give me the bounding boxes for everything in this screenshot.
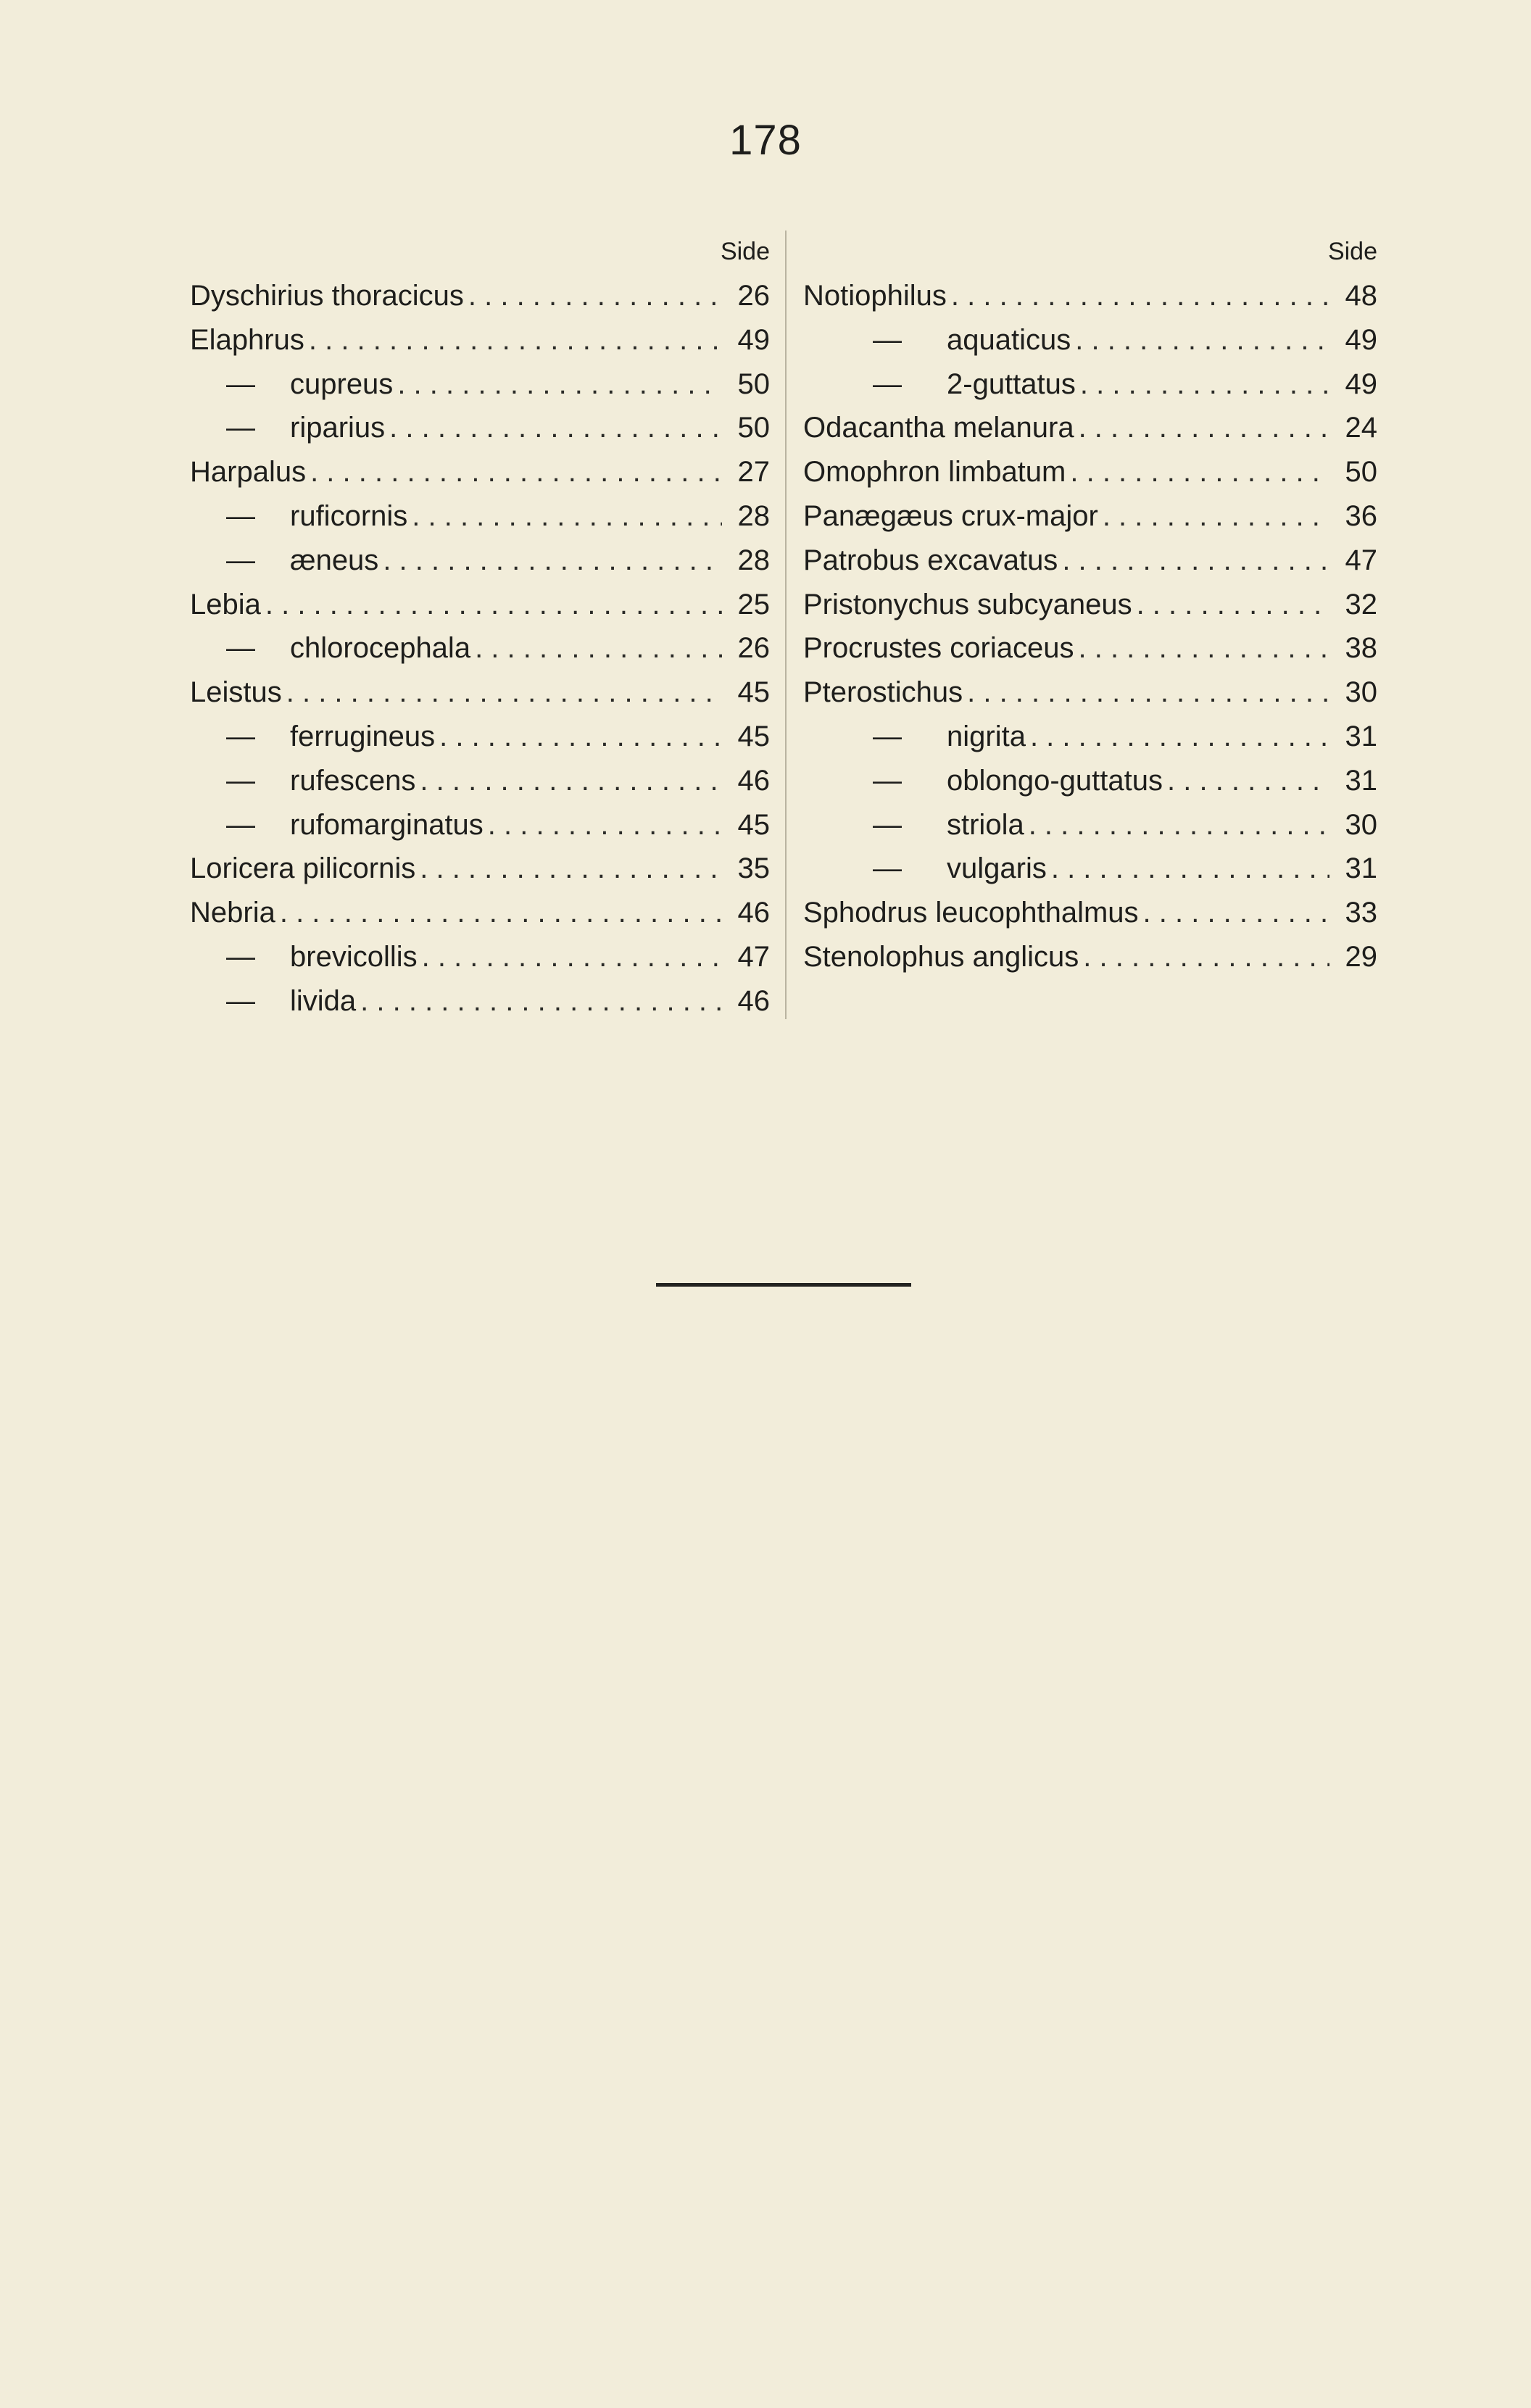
dot-leader bbox=[1103, 494, 1329, 539]
entry-page: 24 bbox=[1345, 412, 1377, 444]
entry-page: 30 bbox=[1345, 676, 1377, 709]
index-entry bbox=[803, 715, 1377, 759]
entry-name: Nebria bbox=[190, 897, 275, 929]
dot-leader bbox=[1051, 847, 1329, 891]
index-entry bbox=[803, 847, 1377, 891]
entry-page: 32 bbox=[1345, 588, 1377, 620]
entry-name: Panægæus crux-major bbox=[803, 499, 1098, 532]
entry-name: Pterostichus bbox=[803, 676, 963, 709]
entry-name: Procrustes coriaceus bbox=[803, 632, 1074, 665]
index-entry bbox=[190, 406, 770, 450]
entry-name: aquaticus bbox=[947, 323, 1071, 356]
dot-leader bbox=[420, 847, 722, 891]
entry-dash: — bbox=[226, 720, 255, 752]
entry-page: 48 bbox=[1345, 280, 1377, 312]
dot-leader bbox=[360, 979, 722, 1024]
entry-name: Pristonychus subcyaneus bbox=[803, 588, 1132, 620]
entry-page: 35 bbox=[737, 852, 770, 885]
entry-name: Elaphrus bbox=[190, 323, 304, 356]
dot-leader bbox=[1137, 583, 1329, 627]
entry-name: Omophron limbatum bbox=[803, 456, 1066, 489]
entry-name: chlorocephala bbox=[290, 632, 471, 665]
index-entry bbox=[190, 274, 770, 318]
dot-leader bbox=[1075, 318, 1329, 362]
entry-name: riparius bbox=[290, 412, 386, 444]
index-entry bbox=[190, 979, 770, 1024]
entry-name: cupreus bbox=[290, 368, 394, 400]
index-entry bbox=[803, 891, 1377, 935]
entry-name: Harpalus bbox=[190, 456, 307, 489]
entry-name: rufescens bbox=[290, 764, 416, 797]
dot-leader bbox=[951, 274, 1329, 318]
entry-page: 50 bbox=[737, 412, 770, 444]
index-entry bbox=[190, 318, 770, 362]
end-rule bbox=[656, 1283, 911, 1287]
index-entry bbox=[190, 539, 770, 583]
dot-leader bbox=[1143, 891, 1329, 935]
index-entry bbox=[190, 715, 770, 759]
index-entry bbox=[190, 759, 770, 803]
dot-leader bbox=[420, 759, 722, 803]
index-entry bbox=[803, 406, 1377, 450]
dot-leader bbox=[1080, 362, 1329, 407]
entry-name: livida bbox=[290, 984, 357, 1017]
entry-page: 50 bbox=[737, 368, 770, 400]
dot-leader bbox=[286, 670, 722, 715]
index-entry bbox=[190, 362, 770, 407]
entry-dash: — bbox=[226, 808, 255, 841]
entry-dash: — bbox=[226, 632, 255, 665]
dot-leader bbox=[967, 670, 1329, 715]
dot-leader bbox=[422, 935, 722, 979]
entry-name: Lebia bbox=[190, 588, 261, 620]
index-entry bbox=[190, 803, 770, 847]
index-entry bbox=[803, 935, 1377, 979]
entry-page: 49 bbox=[1345, 323, 1377, 356]
entry-name: æneus bbox=[290, 544, 379, 576]
dot-leader bbox=[488, 803, 722, 847]
entry-name: oblongo-guttatus bbox=[947, 764, 1163, 797]
dot-leader bbox=[280, 891, 722, 935]
dot-leader bbox=[1078, 626, 1329, 670]
entry-page: 28 bbox=[737, 499, 770, 532]
entry-name: Notiophilus bbox=[803, 280, 947, 312]
entry-page: 49 bbox=[1345, 368, 1377, 400]
entry-page: 29 bbox=[1345, 940, 1377, 973]
index-entry bbox=[803, 583, 1377, 627]
entry-name: Stenolophus anglicus bbox=[803, 940, 1079, 973]
entry-page: 33 bbox=[1345, 897, 1377, 929]
index-entry bbox=[190, 847, 770, 891]
index-entry bbox=[803, 318, 1377, 362]
entry-page: 47 bbox=[1345, 544, 1377, 576]
entry-page: 45 bbox=[737, 720, 770, 752]
dot-leader bbox=[389, 406, 722, 450]
entry-name: striola bbox=[947, 808, 1024, 841]
entry-page: 49 bbox=[737, 323, 770, 356]
entry-page: 26 bbox=[737, 280, 770, 312]
entry-dash: — bbox=[873, 720, 902, 752]
dot-leader bbox=[1083, 935, 1329, 979]
index-entry bbox=[803, 539, 1377, 583]
entry-dash: — bbox=[226, 984, 255, 1017]
entry-name: Patrobus excavatus bbox=[803, 544, 1058, 576]
dot-leader bbox=[468, 274, 722, 318]
index-entry bbox=[190, 935, 770, 979]
column-header: Side bbox=[1327, 238, 1377, 265]
index-entry bbox=[190, 450, 770, 494]
dot-leader bbox=[397, 362, 722, 407]
entry-dash: — bbox=[873, 852, 902, 885]
entry-name: brevicollis bbox=[290, 940, 418, 973]
entry-name: 2-guttatus bbox=[947, 368, 1076, 400]
entry-page: 31 bbox=[1345, 764, 1377, 797]
index-entry bbox=[190, 583, 770, 627]
dot-leader bbox=[412, 494, 722, 539]
index-entry bbox=[803, 759, 1377, 803]
dot-leader bbox=[309, 318, 722, 362]
entry-dash: — bbox=[873, 368, 902, 400]
entry-dash: — bbox=[226, 499, 255, 532]
index-entry bbox=[803, 362, 1377, 407]
entry-page: 26 bbox=[737, 632, 770, 665]
entry-page: 27 bbox=[737, 456, 770, 489]
dot-leader bbox=[1062, 539, 1329, 583]
entry-name: ruficornis bbox=[290, 499, 408, 532]
entry-page: 46 bbox=[737, 764, 770, 797]
entry-page: 45 bbox=[737, 808, 770, 841]
entry-page: 46 bbox=[737, 984, 770, 1017]
dot-leader bbox=[475, 626, 722, 670]
dot-leader bbox=[383, 539, 722, 583]
entry-page: 46 bbox=[737, 897, 770, 929]
entry-page: 31 bbox=[1345, 852, 1377, 885]
index-entry bbox=[190, 891, 770, 935]
index-column-left bbox=[190, 229, 770, 1024]
index-entry bbox=[803, 803, 1377, 847]
entry-name: Loricera pilicornis bbox=[190, 852, 416, 885]
entry-name: nigrita bbox=[947, 720, 1026, 752]
dot-leader bbox=[265, 583, 722, 627]
entry-page: 30 bbox=[1345, 808, 1377, 841]
entry-page: 47 bbox=[737, 940, 770, 973]
entry-name: Leistus bbox=[190, 676, 282, 709]
index-entry bbox=[190, 670, 770, 715]
index-entry bbox=[190, 494, 770, 539]
index-entry bbox=[803, 494, 1377, 539]
page-number: 178 bbox=[729, 117, 802, 164]
entry-name: Odacantha melanura bbox=[803, 412, 1074, 444]
entry-dash: — bbox=[226, 412, 255, 444]
entry-page: 31 bbox=[1345, 720, 1377, 752]
entry-dash: — bbox=[226, 368, 255, 400]
entry-page: 45 bbox=[737, 676, 770, 709]
column-divider bbox=[785, 231, 787, 1019]
entry-dash: — bbox=[873, 323, 902, 356]
dot-leader bbox=[1079, 406, 1329, 450]
entry-page: 25 bbox=[737, 588, 770, 620]
entry-dash: — bbox=[226, 544, 255, 576]
dot-leader bbox=[310, 450, 722, 494]
index-entry bbox=[803, 450, 1377, 494]
entry-name: Dyschirius thoracicus bbox=[190, 280, 464, 312]
entry-name: rufomarginatus bbox=[290, 808, 484, 841]
index-entries bbox=[190, 274, 770, 1024]
dot-leader bbox=[439, 715, 722, 759]
dot-leader bbox=[1070, 450, 1329, 494]
index-column-right bbox=[803, 229, 1377, 979]
dot-leader bbox=[1167, 759, 1329, 803]
entry-name: Sphodrus leucophthalmus bbox=[803, 897, 1139, 929]
index-entry bbox=[190, 626, 770, 670]
entry-name: vulgaris bbox=[947, 852, 1047, 885]
entry-dash: — bbox=[873, 764, 902, 797]
index-entry bbox=[803, 670, 1377, 715]
entry-page: 38 bbox=[1345, 632, 1377, 665]
index-entries bbox=[803, 274, 1377, 979]
entry-page: 50 bbox=[1345, 456, 1377, 489]
dot-leader bbox=[1030, 715, 1329, 759]
entry-page: 28 bbox=[737, 544, 770, 576]
entry-dash: — bbox=[226, 940, 255, 973]
entry-dash: — bbox=[226, 764, 255, 797]
entry-name: ferrugineus bbox=[290, 720, 436, 752]
index-entry bbox=[803, 626, 1377, 670]
entry-dash: — bbox=[873, 808, 902, 841]
dot-leader bbox=[1029, 803, 1329, 847]
entry-page: 36 bbox=[1345, 499, 1377, 532]
column-header: Side bbox=[720, 238, 770, 265]
index-entry bbox=[803, 274, 1377, 318]
